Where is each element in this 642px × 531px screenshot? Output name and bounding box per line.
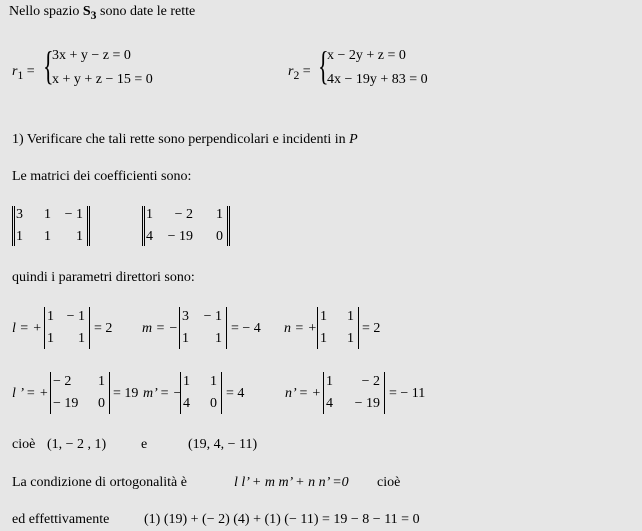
r1-equation-2: x + y + z − 15 = 0 bbox=[52, 72, 153, 87]
l-determinant: 1 − 1 1 1 bbox=[44, 307, 90, 349]
matrix-cell: 1 bbox=[146, 207, 153, 222]
m-determinant: 3 − 1 1 1 bbox=[179, 307, 227, 349]
r2-equation-1: x − 2y + z = 0 bbox=[327, 48, 406, 63]
cioe-and: e bbox=[141, 437, 148, 452]
m-label: m = − bbox=[142, 321, 179, 336]
matrix-cell: − 19 bbox=[167, 229, 193, 244]
matrix-cell: 1 bbox=[16, 229, 23, 244]
m-prime-result: = 4 bbox=[226, 386, 245, 401]
n-determinant: 1 1 1 1 bbox=[317, 307, 359, 349]
effective-label: ed effettivamente bbox=[12, 512, 110, 527]
matrix-cell: 1 bbox=[76, 229, 83, 244]
matrix-cell: 1 bbox=[44, 207, 51, 222]
intro-line bbox=[9, 4, 195, 24]
effective-formula: (1) (19) + (− 2) (4) + (1) (− 11) = 19 − 8 − 11 = 0 bbox=[144, 512, 420, 527]
matrix-cell: 4 bbox=[146, 229, 153, 244]
matrix-cell: − 2 bbox=[174, 207, 193, 222]
r1-label: $r_1$ = bbox=[12, 64, 35, 82]
matrix-cell: 1 bbox=[44, 229, 51, 244]
direction-vector-2: (19, 4, − 11) bbox=[188, 437, 258, 452]
intro-prefix: Nello spazio bbox=[9, 4, 83, 19]
ortho-label: La condizione di ortogonalità è bbox=[12, 475, 187, 490]
n-label: n = + bbox=[284, 321, 317, 336]
n-prime-determinant: 1 − 2 4 − 19 bbox=[323, 372, 385, 414]
r2-brace: { bbox=[318, 43, 329, 88]
question-1: 1) Verificare che tali rette sono perpendicolari e incidenti in P bbox=[12, 132, 358, 147]
intro-suffix: sono date le rette bbox=[96, 4, 196, 19]
n-result: = 2 bbox=[362, 321, 381, 336]
r1-equation-1: 3x + y − z = 0 bbox=[52, 48, 131, 63]
cioe-label: cioè bbox=[12, 437, 36, 452]
m-prime-label: m’ = − bbox=[143, 386, 183, 401]
l-result: = 2 bbox=[94, 321, 113, 336]
r2-equation-2: 4x − 19y + 83 = 0 bbox=[327, 72, 428, 87]
matrix-cell: 1 bbox=[216, 207, 223, 222]
space-symbol: S bbox=[82, 4, 91, 19]
point-p: P bbox=[349, 132, 358, 147]
m-result: = − 4 bbox=[231, 321, 261, 336]
n-prime-result: = − 11 bbox=[389, 386, 426, 401]
m-prime-determinant: 1 1 4 0 bbox=[180, 372, 222, 414]
matrix-cell: 3 bbox=[16, 207, 23, 222]
space-subscript: 3 bbox=[90, 8, 97, 22]
l-prime-result: = 19 bbox=[113, 386, 139, 401]
ortho-formula: l l’ + m m’ + n n’ =0 bbox=[234, 475, 349, 490]
matrix-cell: 0 bbox=[216, 229, 223, 244]
matrix-intro: Le matrici dei coefficienti sono: bbox=[12, 169, 192, 184]
coefficient-matrix-2 bbox=[142, 206, 230, 246]
ortho-tail: cioè bbox=[377, 475, 401, 490]
l-label: l = + bbox=[12, 321, 42, 336]
matrix-cell: − 1 bbox=[64, 207, 83, 222]
n-prime-label: n’ = + bbox=[285, 386, 322, 401]
l-prime-label: l ’ = + bbox=[12, 386, 49, 401]
params-intro: quindi i parametri direttori sono: bbox=[12, 270, 195, 285]
coefficient-matrix-1 bbox=[12, 206, 90, 246]
r1-brace: { bbox=[43, 43, 54, 88]
direction-vector-1: (1, − 2 , 1) bbox=[47, 437, 107, 452]
l-prime-determinant: − 2 1 − 19 0 bbox=[50, 372, 110, 414]
r2-label: $r_2$ = bbox=[288, 64, 311, 82]
